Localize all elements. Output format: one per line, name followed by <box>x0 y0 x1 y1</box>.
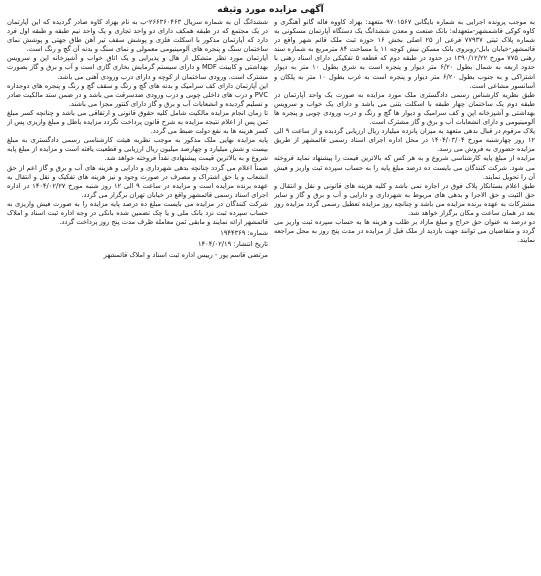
notice-number: شماره: ۱۹۴۴۳۶۹ <box>220 229 268 238</box>
paragraph: طبق نظریه کارشناس رسمی دادگستری ملک مورد مزایده به صورت یک واحد آپارتمان در طبقه دوم یک ساختمان چهار طبقه با اسکلت بتنی می باشد و دارای یک خواب و سرویس بهداشتی و آشپزخانه اپن و کف سرامیک و دیوار ها گچ و رنگ و درب ورودی چوبی و پنجره ها آلومینیومی و دارای انشعابات آب و برق و گاز مشترک است. <box>274 90 535 127</box>
notice-columns <box>6 18 535 572</box>
paragraph: شرکت کنندگان در مزایده می بایست مبلغ ده درصد پایه مزایده را به صورت فیش واریزی به حساب سپرده ثبت نزد بانک ملی و یا چک تضمین شده بانکی در وجه اداره ثبت اسناد و املاک قائمشهر ارائه نمایند و مابقی ثمن معامله ظرف مدت پنج روز پرداخت گردد. <box>7 199 268 227</box>
paragraph: طبق اعلام بستانکار پلاک فوق در اجاره نمی باشد و کلیه هزینه های قانونی و نقل و انتقال و حق الثبت و حق الاجرا و بدهی های مربوط به شهرداری و دارایی و آب و برق و گاز و سایر مشترکات به عهده برنده مزایده می باشد و چنانچه روز مزایده تعطیل رسمی گردد مزایده روز بعد در همان ساعت و مکان برگزار خواهد شد. <box>274 181 535 217</box>
publish-date: تاریخ انتشار: ۱۴۰۴/۰۲/۱۹ <box>197 240 268 249</box>
paragraph: پلاک مرقوم در قبال بدهی متعهد به میزان پانزده میلیارد ریال ارزیابی گردیده و از ساعت ۹ الی ۱۲ روز چهارشنبه مورخ ۱۴۰۴/۰۳/۰۴ در محل اداره اجرای اسناد رسمی قائمشهر از طریق مزایده حضوری به فروش می رسد. <box>274 127 535 154</box>
paragraph: ششدانگ آن به شماره سریال ۲۶۶۳۶۰۴۶۳-ب به نام بهزاد کاوه صادر گردیده که این آپارتمان در یک مجتمع که در طبقه همکف دارای دو واحد تجاری و یک واحد نیم طبقه و طبقه اول فرد دارد که آپارتمان مذکور با اسکلت فلزی و پوشش سقف تیر آهن طاق جهتی و پوشش نمای ساختمان سنگ و پنجره های آلومینیومی معمولی و نمای سنگ و بدنه آن گچ و رنگ است. <box>7 18 268 54</box>
paragraph: این آپارتمان دارای کف سرامیک و بدنه های گچ و رنگ و سقف گچ و رنگ و پنجره های دوجداره PVC و درب های داخلی چوبی و درب ورودی ضدسرقت می باشد و در ضمن سند مالکیت صادر و تسلیم گردیده و انشعابات آب و برق و گاز دارای کنتور مجزا می باشند. <box>7 81 268 108</box>
paragraph: به موجب پرونده اجرایی به شماره بایگانی ۹۷۰۱۵۶۷ متعهد: بهزاد کاووه فاله گانو آهنگری و کاوه کوکی قاشمشهر-متعهدله: بانک صنعت و معدن ششدانگ یک دستگاه آپارتمان مسکونی به شماره پلاک ثبتی ۷۷۹۳۷ فرعی از ۲۵ اصلی بخش ۱۶ حوزه ثبت ملک قائم شهر واقع در قائمشهر-خیابان بابل-روبروی بانک مسکن نبش کوچه ۱۱ با مساحت ۸۴ مترمربع به شماره سند رهنی ۷۷۵ مورخ ۱۳۹۰/۱۲/۲۲ در حدود در طبقه دوم که قطعه ۵ تفکیکی دارای اسناد رهنی با حدود اربعه به شمال بطول ۶/۲۰ متر دیوار و پنجره است به شرق بطول ۱۰ متر به دیوار اشتراکی و به جنوب بطول ۶/۲۰ متر دیوار و پنجره است به غرب بطول ۱۰ متر به پلکان و آسانسور مشاعی است. <box>274 18 535 90</box>
paragraph: آپارتمان مورد نظر متشکل از هال و پذیرایی و یک اتاق خواب و آشپزخانه اپن و سرویس بهداشتی و کابینت MDF و دارای سیستم گرمایش بخاری گازی است و آب و برق و گاز بصورت مشترک است. ورودی ساختمان از کوچه و دارای درب ورودی آهنی می باشد. <box>7 54 268 81</box>
signature-line: مرتضی قاسم پور - رییس اداره ثبت اسناد و املاک قائمشهر <box>103 251 268 260</box>
notice-title: آگهی مزایده مورد وثیقه <box>217 5 324 15</box>
paragraph: دو درصد به عنوان حق حراج و مبلغ مازاد بر طلب و هزینه ها به حساب سپرده ثبت واریز می گردد و متقاضیان می توانند جهت بازدید از ملک قبل از مزایده در مدت پنج روز به محل مراجعه نمایند. <box>274 218 535 245</box>
left-column <box>7 18 268 572</box>
paragraph: تا زمان انجام مزایده مالکیت شامل کلیه حقوق قانونی و ارتفاقی می باشد و چنانچه کسر مبلغ ثمن پس از اعلام نتیجه مزایده به شرح قانون پرداخت نگردد مزایده باطل و مبلغ واریزی پس از کسر هزینه ها به نفع دولت ضبط می گردد. <box>7 108 268 136</box>
paragraph: پایه مزایده نهایی ملک مذکور به موجب نظریه هیئت کارشناسی رسمی دادگستری به مبلغ بیست و شش میلیارد و چهارصد میلیون ریال ارزیابی و قطعیت یافته است و مزایده از مبلغ پایه شروع و به بالاترین قیمت پیشنهادی نقداً فروخته خواهد شد. <box>7 136 268 163</box>
right-column <box>274 18 535 572</box>
paragraph: ضمناً اعلام می گردد چنانچه بدهی شهرداری و دارایی و هزینه های آب و برق و گاز اعم از حق انشعاب و یا حق اشتراک و مصرف در صورت وجود و نیز هزینه های تفکیک و نقل و انتقال به عهده برنده مزایده است و مزایده در ساعت ۹ الی ۱۲ روز شنبه مورخ ۱۴۰۴/۰۲/۲۷ در اداره اجرای اسناد رسمی قائمشهر واقع در خیابان تهران برگزار می گردد. <box>7 163 268 199</box>
paragraph: مزایده از مبلغ پایه کارشناسی شروع و به هر کس که بالاترین قیمت را پیشنهاد نماید فروخته می شود. شرکت کنندگان می بایست ده درصد مبلغ پایه را به حساب سپرده ثبت واریز و فیش آن را تحویل نمایند. <box>274 154 535 181</box>
